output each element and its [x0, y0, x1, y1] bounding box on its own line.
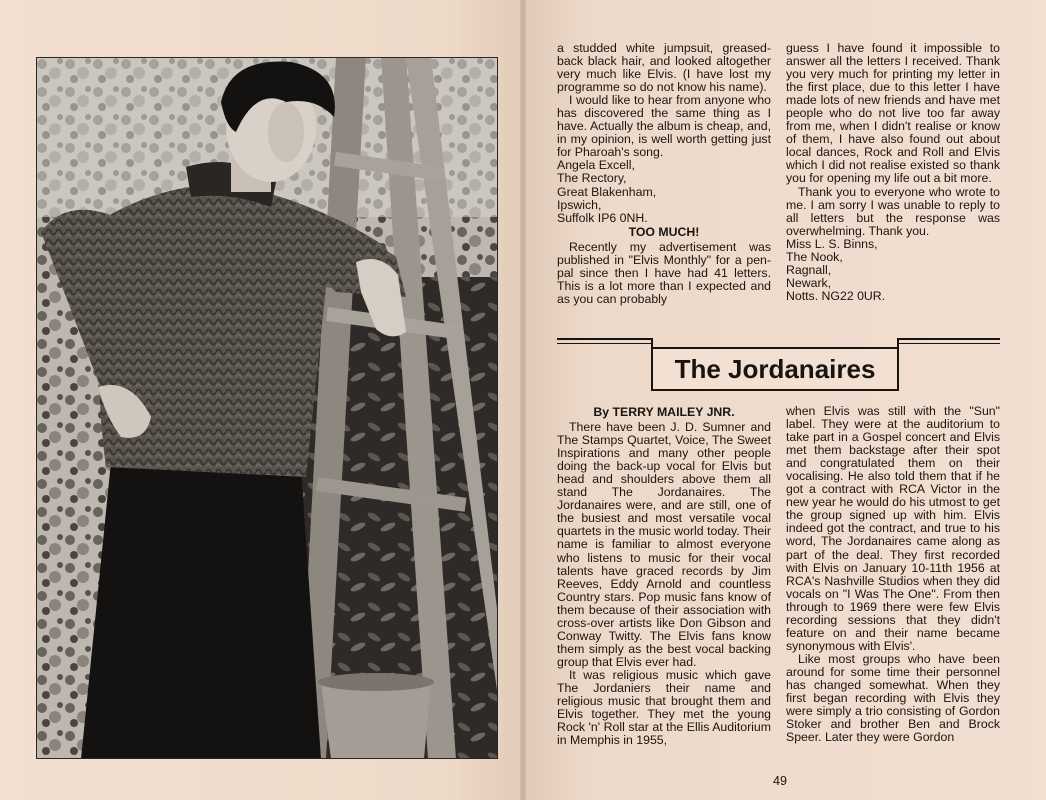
address-line: Angela Excell, — [557, 158, 635, 173]
title-rule-left-top — [557, 338, 653, 340]
address-line: Miss L. S. Binns, — [786, 236, 878, 251]
paragraph: Like most groups who have been around for some time their personnel has changed somewhat. When they first began recording with Elvis they were simply a trio consisting of Gordon Stoker and brother Ben and Brock Speer. Later they were Gordon — [786, 651, 1000, 745]
paragraph: Thank you to everyone who wrote to me. I am sorry I was unable to reply to all letters but the response was overwhelming. Thank you. — [786, 184, 1000, 238]
letters-column-1 — [557, 42, 771, 306]
page-number: 49 — [773, 774, 787, 788]
address-line: Great Blakenham, — [557, 184, 657, 199]
title-rule-right-top — [898, 338, 1000, 340]
photo-illustration — [36, 57, 498, 759]
section-heading: By TERRY MAILEY JNR. — [593, 405, 735, 419]
paragraph: a studded white jumpsuit, greased-back black hair, and looked altogether very much like Elvis. (I have lost my programme so do not know his name). — [557, 41, 771, 95]
paragraph: Recently my advertisement was published in "Elvis Monthly" for a pen-pal since then I have had 41 letters. This is a lot more than I expected and as you can probably — [557, 239, 771, 306]
address-line: Notts. NG22 0UR. — [786, 288, 886, 303]
section-heading: TOO MUCH! — [628, 224, 700, 239]
address-line: Ipswich, — [557, 197, 602, 212]
article-column-1 — [557, 405, 771, 747]
article-column-2 — [786, 405, 1000, 744]
elvis-photograph — [36, 57, 498, 759]
title-rule-right-bottom — [898, 343, 1000, 344]
paragraph: guess I have found it impossible to answer all the letters I received. Thank you very much for printing my letter in the first place, due to this letter I have made lots of new friends and have met people who do not live too far away from me, when I didn't realise or know of them, I have also found out about local dances, Rock and Roll and Elvis which I did not realise existed so thank you for opening my life out a bit more. — [786, 41, 1000, 186]
address-line: The Rectory, — [557, 171, 627, 186]
address-line: Suffolk IP6 0NH. — [557, 210, 648, 225]
address-line: The Nook, — [786, 249, 843, 264]
paragraph: It was religious music which gave The Jordaniers their name and religious music that brought them and Elvis together. They met the young Rock 'n' Roll star at the Ellis Auditorium in Memphis in 1955, — [557, 667, 771, 748]
paragraph: I would like to hear from anyone who has discovered the same thing as I have. Actually the album is cheap, and, in my opinion, is well worth getting just for Pharoah's song. — [557, 93, 771, 160]
book-spine — [520, 0, 526, 800]
paragraph: when Elvis was still with the "Sun" label. They were at the auditorium to take part in a Gospel concert and Elvis met them backstage after their spot and congratulated them on their vocalising. He also told them that if he got a contract with RCA Victor in the new year he would do his utmost to get the group signed up with him. Elvis indeed got the contract, and true to his word, The Jordanaires came along as part of the deal. They first recorded with Elvis on January 10-11th 1956 at RCA's Nashville Studios when they did vocals on "I Was The One". From then through to 1969 there were few Elvis recording sessions that they didn't feature on and their name became synonymous with Elvis'. — [786, 404, 1000, 653]
paragraph: There have been J. D. Sumner and The Stamps Quartet, Voice, The Sweet Inspirations and many other people doing the back-up vocal for Elvis but head and shoulders above them all stand The Jordanaires. The Jordanaires were, and are still, one of the busiest and most versatile vocal quartets in the music world today. Their name is familiar to almost everyone who listens to music for their vocal talents have graced records by Jim Reeves, Eddy Arnold and countless Country stars. Pop music fans know of them because of their association with cross-over artists like Don Gibson and Conway Twitty. The Elvis fans know them simply as the best vocal backing group that Elvis ever had. — [557, 420, 771, 669]
letters-column-2 — [786, 42, 1000, 303]
article-title: The Jordanaires — [651, 347, 899, 391]
address-line: Ragnall, — [786, 262, 832, 277]
address-line: Newark, — [786, 275, 832, 290]
title-rule-left-bottom — [557, 343, 653, 344]
